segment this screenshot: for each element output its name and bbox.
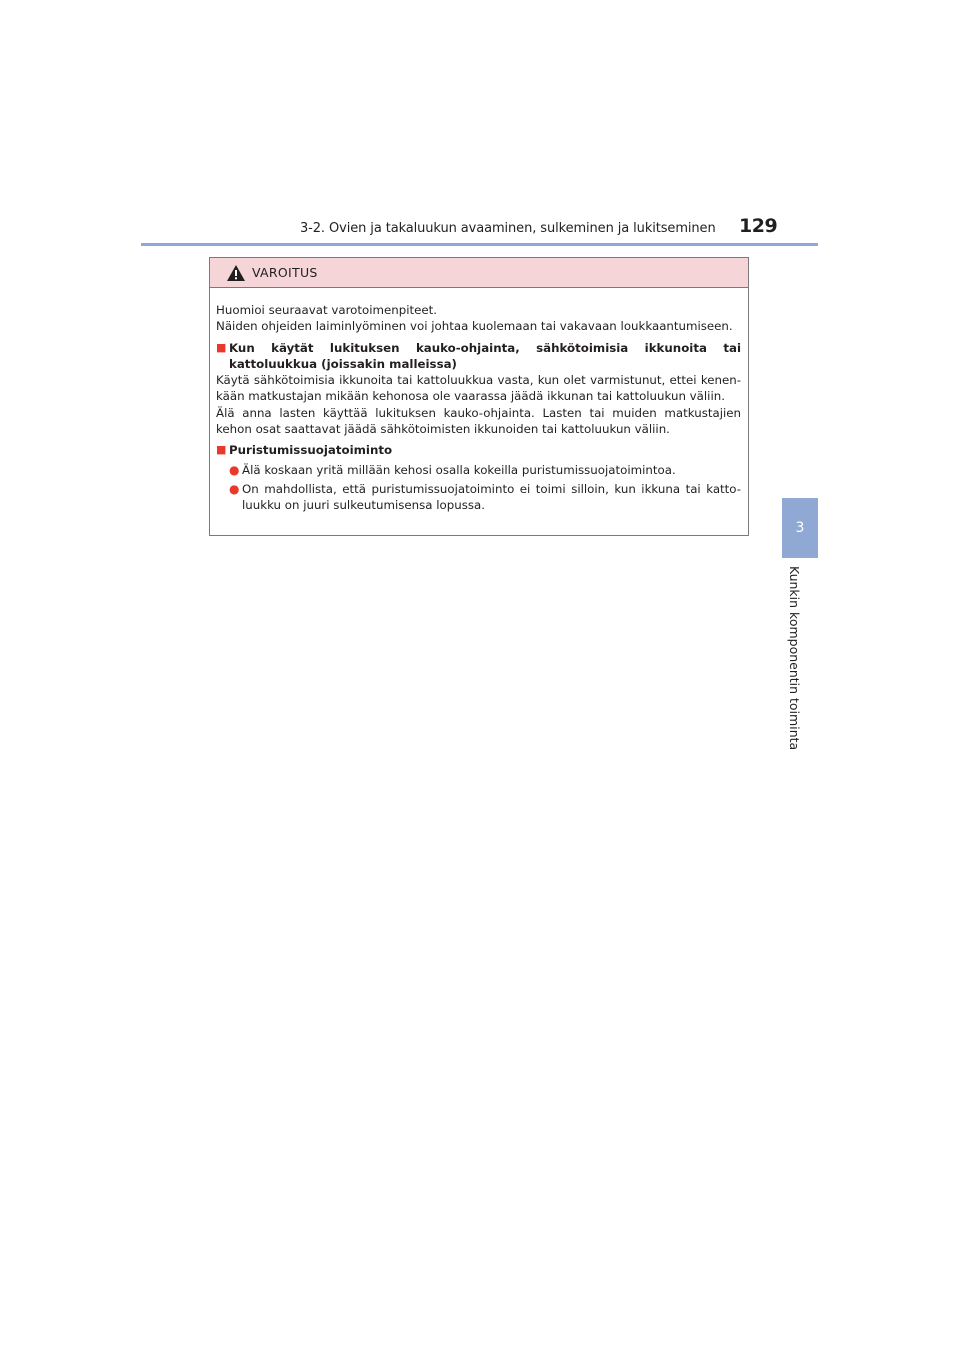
bullet-text: Älä koskaan yritä millään kehosi osalla kokeilla puristumissuojatoimintoa. [242, 462, 676, 477]
section-remote-windows [216, 340, 741, 373]
bullet-dot: ● [229, 481, 240, 496]
header-rule [141, 243, 818, 246]
section-heading: Puristumissuojatoiminto [229, 443, 393, 458]
warning-triangle-icon [226, 264, 246, 282]
bullet-dot: ● [229, 462, 240, 477]
section-paragraph: Älä anna lasten käyttää lukituksen kauko-ohjainta. Lasten tai muiden matkustajien kehon osat saattavat jäädä sähkötoimisten ikkunoiden tai kattoluukun väliin. [216, 405, 741, 437]
warning-body [210, 288, 748, 514]
page-number: 129 [739, 215, 778, 237]
section-paragraph: Käytä sähkötoimisia ikkunoita tai kattoluukkua vasta, kun olet varmistunut, ettei kenen-kään matkustajan mikään kehonosa ole vaarassa jäädä ikkunan tai kattoluukun väliin. [216, 373, 741, 404]
section-pinch-protection [216, 442, 741, 458]
chapter-label: Kunkin komponentin toiminta [787, 566, 802, 751]
bullet-text: On mahdollista, että puristumissuojatoiminto ei toimi silloin, kun ikkuna tai katto-luukku on juuri sulkeutumisensa lopussa. [242, 481, 741, 513]
intro-line: Huomioi seuraavat varotoimenpiteet. [216, 303, 438, 317]
section-title: 3-2. Ovien ja takaluukun avaaminen, sulkeminen ja lukitseminen [300, 221, 716, 236]
section-marker: ■ [216, 443, 227, 457]
chapter-number: 3 [795, 520, 805, 536]
chapter-tab [782, 498, 818, 558]
bullet-item [229, 462, 741, 478]
intro-line: Näiden ohjeiden laiminlyöminen voi johtaa kuolemaan tai vakavaan loukkaantumiseen. [216, 319, 733, 334]
bullet-item [229, 481, 741, 514]
warning-box [209, 257, 749, 536]
warning-header [210, 258, 748, 288]
section-marker: ■ [216, 340, 227, 354]
section-heading: Kun käytät lukituksen kauko-ohjainta, sähkötoimisia ikkunoita tai kattoluukkua (joissakin malleissa) [229, 340, 741, 371]
warning-title: VAROITUS [252, 265, 318, 280]
